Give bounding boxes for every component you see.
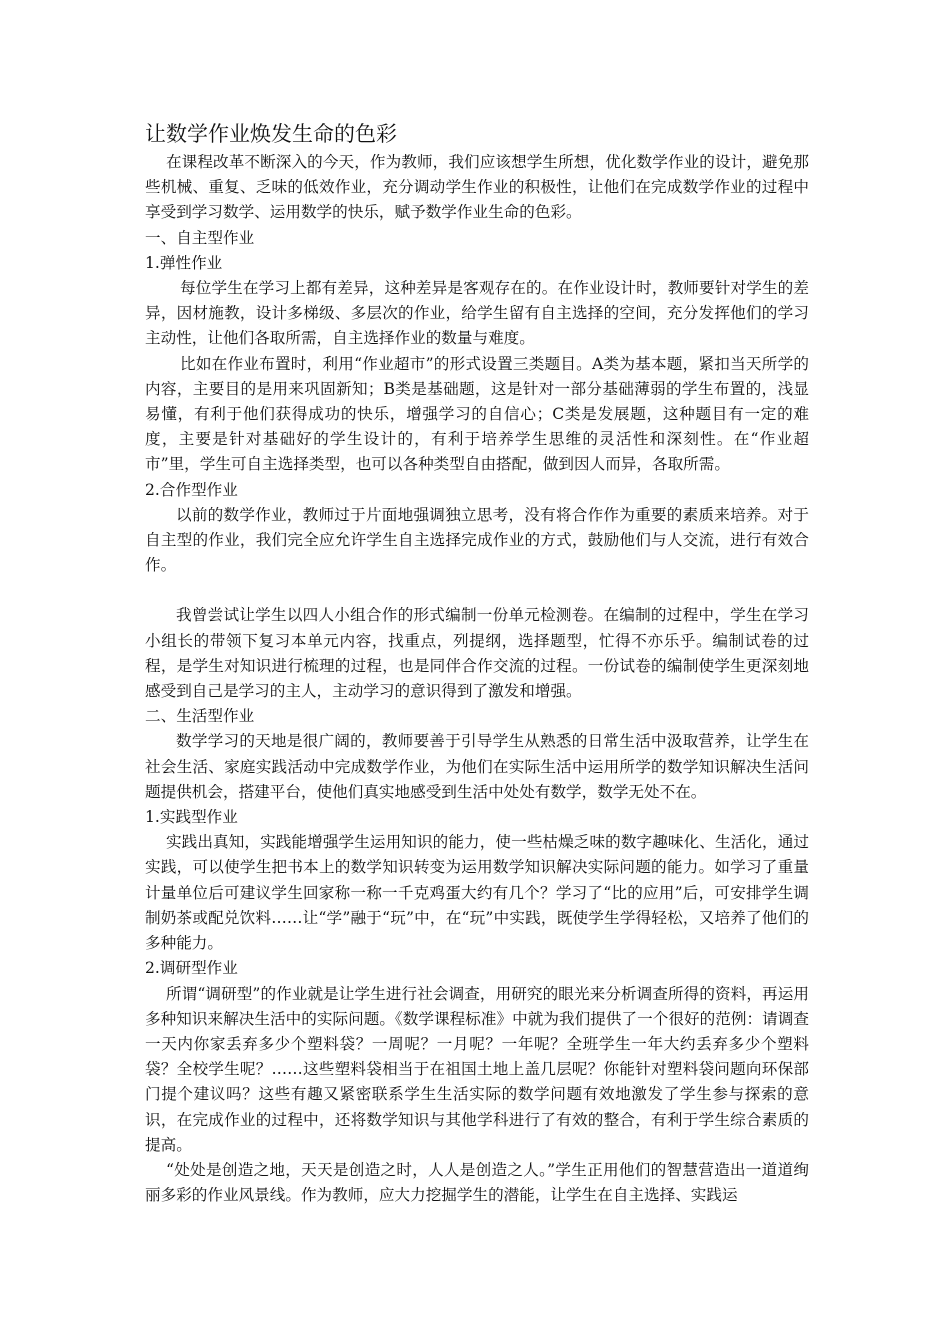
s2-sub2-heading: 2.调研型作业 (145, 959, 238, 978)
s1-sub1-heading: 1.弹性作业 (145, 253, 223, 272)
document-title: 让数学作业焕发生命的色彩 (145, 122, 397, 146)
s1-sub2-heading: 2.合作型作业 (145, 480, 238, 499)
s1-sub2-paragraph-2: 我曾尝试让学生以四人小组合作的形式编制一份单元检测卷。在编制的过程中，学生在学习小组长的带领下复习本单元内容，找重点，列提纲，选择题型，忙得不亦乐乎。编制试卷的过程，是学生对知识进行梳理的过程，也是同伴合作交流的过程。一份试卷的编制使学生更深刻地感受到自己是学习的主人，主动学习的意识得到了激发和增强。 (145, 606, 809, 701)
s1-sub2-paragraph-1: 以前的数学作业，教师过于片面地强调独立思考，没有将合作作为重要的素质来培养。对于自主型的作业，我们完全应允许学生自主选择完成作业的方式，鼓励他们与人交流，进行有效合作。 (145, 505, 809, 575)
s2-intro-paragraph: 数学学习的天地是很广阔的，教师要善于引导学生从熟悉的日常生活中汲取营养，让学生在社会生活、家庭实践活动中完成数学作业，为他们在实际生活中运用所学的数学知识解决生活问题提供机会，搭建平台，使他们真实地感受到生活中处处有数学，数学无处不在。 (145, 732, 809, 801)
section1-heading: 一、自主型作业 (145, 228, 255, 247)
section2-heading: 二、生活型作业 (145, 707, 255, 726)
intro-paragraph: 在课程改革不断深入的今天，作为教师，我们应该想学生所想，优化数学作业的设计，避免那些机械、重复、乏味的低效作业，充分调动学生作业的积极性，让他们在完成数学作业的过程中享受到学习数学、运用数学的快乐，赋予数学作业生命的色彩。 (145, 153, 809, 222)
s1-sub1-paragraph-2: 比如在作业布置时，利用“作业超市”的形式设置三类题目。A类为基本题，紧扣当天所学的内容，主要目的是用来巩固新知；B类是基础题，这是针对一部分基础薄弱的学生布置的，浅显易懂，有利于他们获得成功的快乐，增强学习的自信心；C类是发展题，这种题目有一定的难度，主要是针对基础好的学生设计的，有利于培养学生思维的灵活性和深刻性。在“作业超市”里，学生可自主选择类型，也可以各种类型自由搭配，做到因人而异，各取所需。 (145, 354, 809, 474)
s1-sub1-paragraph-1: 每位学生在学习上都有差异，这种差异是客观存在的。在作业设计时，教师要针对学生的差异，因材施教，设计多梯级、多层次的作业，给学生留有自主选择的空间，充分发挥他们的学习主动性，让他们各取所需，自主选择作业的数量与难度。 (145, 279, 809, 348)
s2-sub1-paragraph-1: 实践出真知，实践能增强学生运用知识的能力，使一些枯燥乏味的数字趣味化、生活化，通过实践，可以使学生把书本上的数学知识转变为运用数学知识解决实际问题的能力。如学习了重量计量单位后可建议学生回家称一称一千克鸡蛋大约有几个？学习了“比的应用”后，可安排学生调制奶茶或配兑饮料……让“学”融于“玩”中，在“玩”中实践，既使学生学得轻松，又培养了他们的多种能力。 (145, 833, 809, 953)
s2-sub2-paragraph-1: 所谓“调研型”的作业就是让学生进行社会调查，用研究的眼光来分析调查所得的资料，再运用多种知识来解决生活中的实际问题。《数学课程标准》中就为我们提供了一个很好的范例：请调查一天内你家丢弃多少个塑料袋？一周呢？一月呢？一年呢？全班学生一年大约丢弃多少个塑料袋？全校学生呢？……这些塑料袋相当于在祖国土地上盖几层呢？你能针对塑料袋问题向环保部门提个建议吗？这些有趣又紧密联系学生生活实际的数学问题有效地激发了学生参与探索的意识，在完成作业的过程中，还将数学知识与其他学科进行了有效的整合，有利于学生综合素质的提高。 (145, 984, 809, 1154)
blank-line (145, 578, 809, 603)
s2-sub1-heading: 1.实践型作业 (145, 808, 238, 827)
closing-paragraph: “处处是创造之地，天天是创造之时，人人是创造之人。”学生正用他们的智慧营造出一道道绚丽多彩的作业风景线。作为教师，应大力挖掘学生的潜能，让学生在自主选择、实践运 (145, 1160, 809, 1205)
document-body (145, 118, 809, 1208)
